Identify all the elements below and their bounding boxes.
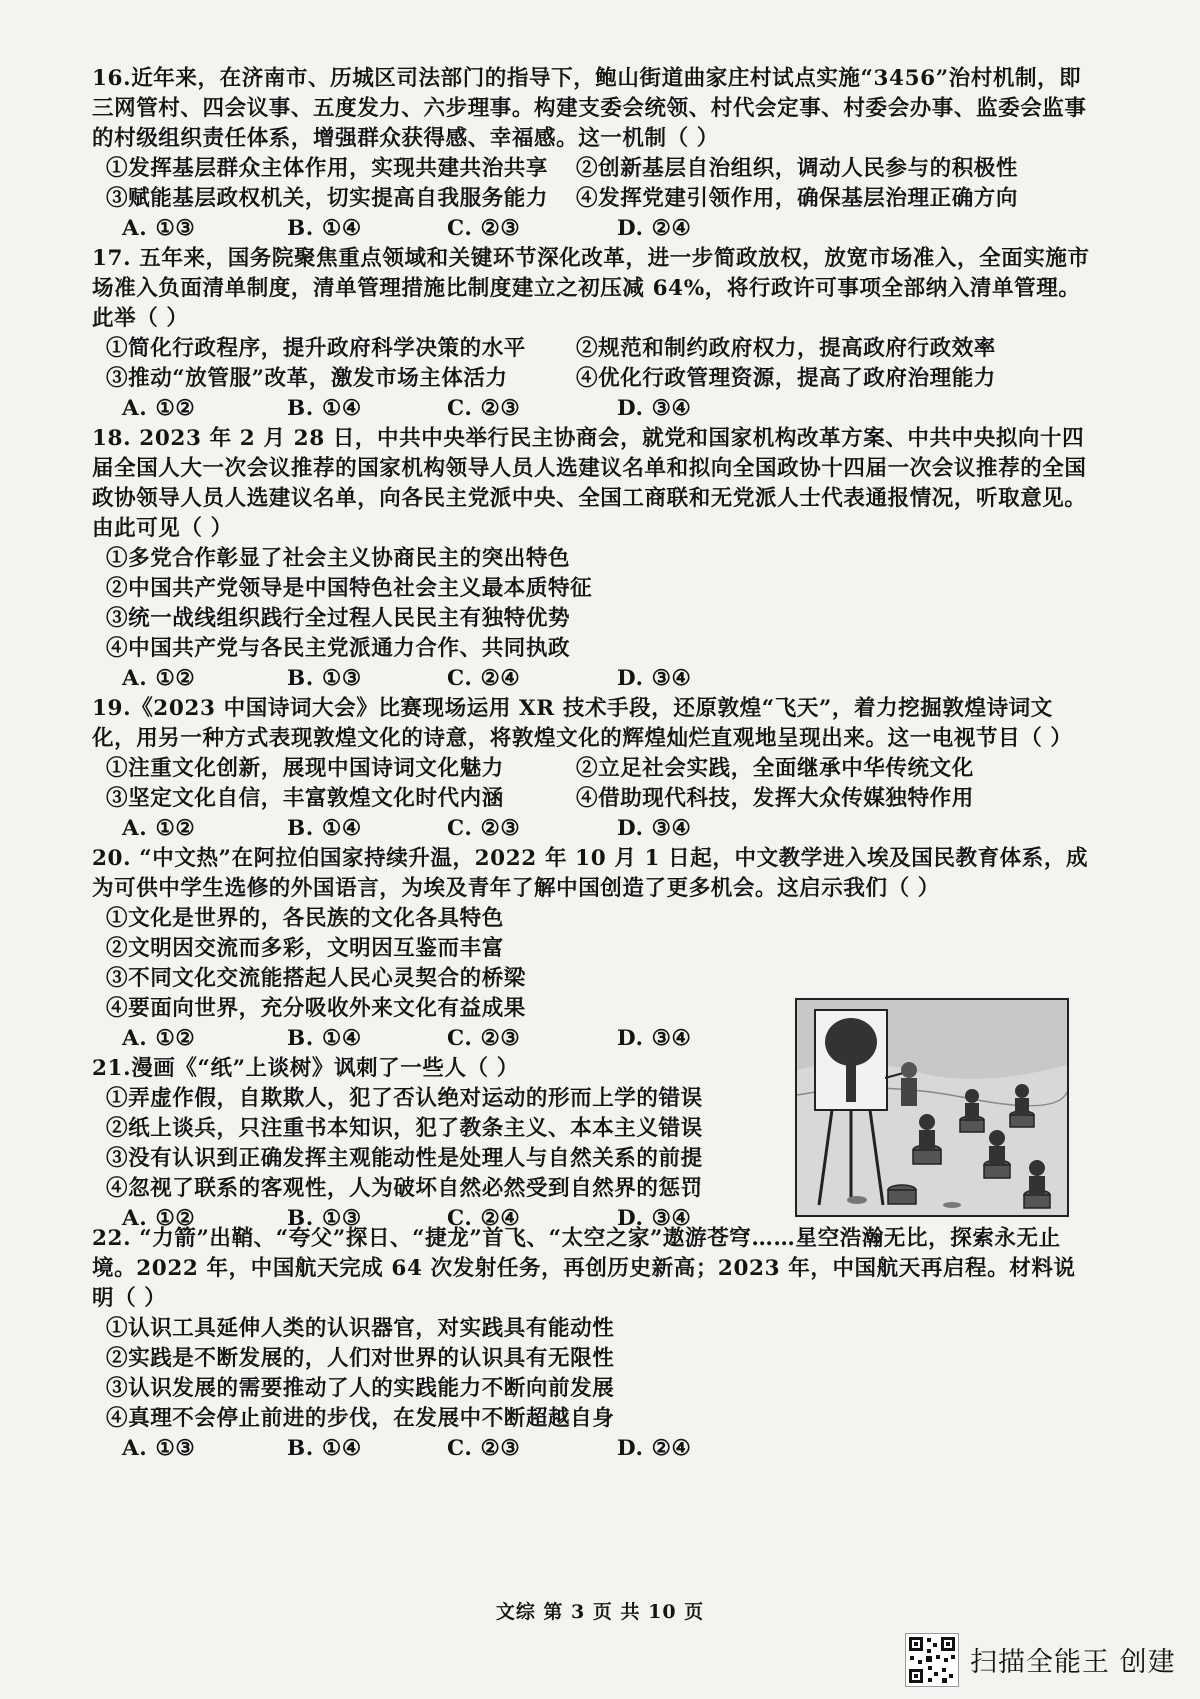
question-19 bbox=[92, 694, 1092, 844]
question-stem: 21.漫画《“纸”上谈树》讽刺了一些人（ ） bbox=[92, 1056, 519, 1081]
choice-c: C. ②③ bbox=[447, 396, 521, 421]
choice-c: C. ②④ bbox=[447, 666, 521, 691]
choice-d: D. ③④ bbox=[617, 666, 692, 691]
question-stem: 20. “中文热”在阿拉伯国家持续升温，2022 年 10 月 1 日起，中文教学进入埃及国民教育体系，成为可供中学生选修的外国语言，为埃及青年了解中国创造了更多机会。这启示我们（ ） bbox=[92, 846, 1089, 901]
option-1: ①弄虚作假，自欺欺人，犯了否认绝对运动的形而上学的错误 bbox=[106, 1086, 703, 1111]
choice-b: B. ①④ bbox=[287, 1026, 362, 1051]
question-21 bbox=[92, 1054, 732, 1234]
option-2: ②实践是不断发展的，人们对世界的认识具有无限性 bbox=[106, 1346, 615, 1371]
choice-b: B. ①③ bbox=[287, 1206, 362, 1231]
option-2: ②纸上谈兵，只注重书本知识，犯了教条主义、本本主义错误 bbox=[106, 1116, 703, 1141]
option-3: ③统一战线组织践行全过程人民民主有独特优势 bbox=[106, 606, 571, 631]
choice-b: B. ①③ bbox=[287, 666, 362, 691]
option-3: ③赋能基层政权机关，切实提高自我服务能力 bbox=[106, 186, 549, 211]
choice-a: A. ①③ bbox=[122, 216, 196, 241]
choice-a: A. ①② bbox=[122, 396, 196, 421]
choice-a: A. ①③ bbox=[122, 1436, 196, 1461]
option-2: ②创新基层自治组织，调动人民参与的积极性 bbox=[576, 156, 1019, 181]
option-1: ①发挥基层群众主体作用，实现共建共治共享 bbox=[106, 156, 549, 181]
choice-d: D. ③④ bbox=[617, 396, 692, 421]
option-4: ④借助现代科技，发挥大众传媒独特作用 bbox=[576, 786, 974, 811]
option-2: ②规范和制约政府权力，提高政府行政效率 bbox=[576, 336, 996, 361]
page-footer: 文综 第 3 页 共 10 页 bbox=[495, 1601, 705, 1623]
choice-c: C. ②③ bbox=[447, 816, 521, 841]
choice-a: A. ①② bbox=[122, 1206, 196, 1231]
question-stem: 18. 2023 年 2 月 28 日，中共中央举行民主协商会，就党和国家机构改革方案、中共中央拟向十四届全国人大一次会议推荐的国家机构领导人员人选建议名单和拟向全国政协十四届一次会议推荐的全国政协领导人员人选建议名单，向各民主党派中央、全国工商联和无党派人士代表通报情况，听取意见。由此可见（ ） bbox=[92, 426, 1087, 541]
option-1: ①多党合作彰显了社会主义协商民主的突出特色 bbox=[106, 546, 571, 571]
question-17 bbox=[92, 244, 1092, 424]
choice-a: A. ①② bbox=[122, 816, 196, 841]
option-4: ④要面向世界，充分吸收外来文化有益成果 bbox=[106, 996, 526, 1021]
option-4: ④忽视了联系的客观性，人为破坏自然必然受到自然界的惩罚 bbox=[106, 1176, 703, 1201]
option-1: ①注重文化创新，展现中国诗词文化魅力 bbox=[106, 756, 504, 781]
option-1: ①认识工具延伸人类的认识器官，对实践具有能动性 bbox=[106, 1316, 615, 1341]
question-stem: 22. “力箭”出鞘、“夸父”探日、“捷龙”首飞、“太空之家”遨游苍穹……星空浩瀚无比，探索永无止境。2022 年，中国航天完成 64 次发射任务，再创历史新高；2023 年，中国航天再启程。材料说明（ ） bbox=[92, 1226, 1076, 1311]
scanner-watermark: 扫描全能王 创建 bbox=[970, 1647, 1176, 1678]
question-22 bbox=[92, 1224, 1092, 1464]
option-2: ②立足社会实践，全面继承中华传统文化 bbox=[576, 756, 974, 781]
option-3: ③坚定文化自信，丰富敦煌文化时代内涵 bbox=[106, 786, 504, 811]
question-stem: 16.近年来，在济南市、历城区司法部门的指导下，鲍山街道曲家庄村试点实施“3456”治村机制，即三网管村、四会议事、五度发力、六步理事。构建支委会统领、村代会定事、村委会办事、监委会监事的村级组织责任体系，增强群众获得感、幸福感。这一机制（ ） bbox=[92, 66, 1087, 151]
option-4: ④优化行政管理资源，提高了政府治理能力 bbox=[576, 366, 996, 391]
option-3: ③不同文化交流能搭起人民心灵契合的桥梁 bbox=[106, 966, 526, 991]
choice-d: D. ③④ bbox=[617, 1206, 692, 1231]
choice-d: D. ③④ bbox=[617, 1026, 692, 1051]
choice-b: B. ①④ bbox=[287, 216, 362, 241]
qr-code-icon bbox=[905, 1633, 959, 1687]
option-4: ④中国共产党与各民主党派通力合作、共同执政 bbox=[106, 636, 571, 661]
choice-c: C. ②③ bbox=[447, 1436, 521, 1461]
question-stem: 19.《2023 中国诗词大会》比赛现场运用 XR 技术手段，还原敦煌“飞天”，着力挖掘敦煌诗词文化，用另一种方式表现敦煌文化的诗意，将敦煌文化的辉煌灿烂直观地呈现出来。这一电视节目（ ） bbox=[92, 696, 1073, 751]
choice-c: C. ②③ bbox=[447, 216, 521, 241]
question-stem: 17. 五年来，国务院聚焦重点领域和关键环节深化改革，进一步简政放权，放宽市场准入，全面实施市场准入负面清单制度，清单管理措施比制度建立之初压减 64%，将行政许可事项全部纳入清单管理。此举（ ） bbox=[92, 246, 1090, 331]
option-1: ①文化是世界的，各民族的文化各具特色 bbox=[106, 906, 504, 931]
option-1: ①简化行政程序，提升政府科学决策的水平 bbox=[106, 336, 526, 361]
option-3: ③没有认识到正确发挥主观能动性是处理人与自然关系的前提 bbox=[106, 1146, 703, 1171]
question-16 bbox=[92, 64, 1092, 244]
choice-d: D. ③④ bbox=[617, 816, 692, 841]
choice-a: A. ①② bbox=[122, 666, 196, 691]
choice-a: A. ①② bbox=[122, 1026, 196, 1051]
choice-b: B. ①④ bbox=[287, 1436, 362, 1461]
question-18 bbox=[92, 424, 1092, 694]
choice-b: B. ①④ bbox=[287, 816, 362, 841]
choice-d: D. ②④ bbox=[617, 216, 692, 241]
option-4: ④真理不会停止前进的步伐，在发展中不断超越自身 bbox=[106, 1406, 615, 1431]
option-3: ③推动“放管服”改革，激发市场主体活力 bbox=[106, 366, 508, 391]
option-3: ③认识发展的需要推动了人的实践能力不断向前发展 bbox=[106, 1376, 615, 1401]
choice-c: C. ②③ bbox=[447, 1026, 521, 1051]
option-4: ④发挥党建引领作用，确保基层治理正确方向 bbox=[576, 186, 1019, 211]
option-2: ②文明因交流而多彩，文明因互鉴而丰富 bbox=[106, 936, 504, 961]
choice-b: B. ①④ bbox=[287, 396, 362, 421]
option-2: ②中国共产党领导是中国特色社会主义最本质特征 bbox=[106, 576, 593, 601]
cartoon-paper-tree-image bbox=[795, 998, 1069, 1217]
choice-d: D. ②④ bbox=[617, 1436, 692, 1461]
choice-c: C. ②④ bbox=[447, 1206, 521, 1231]
